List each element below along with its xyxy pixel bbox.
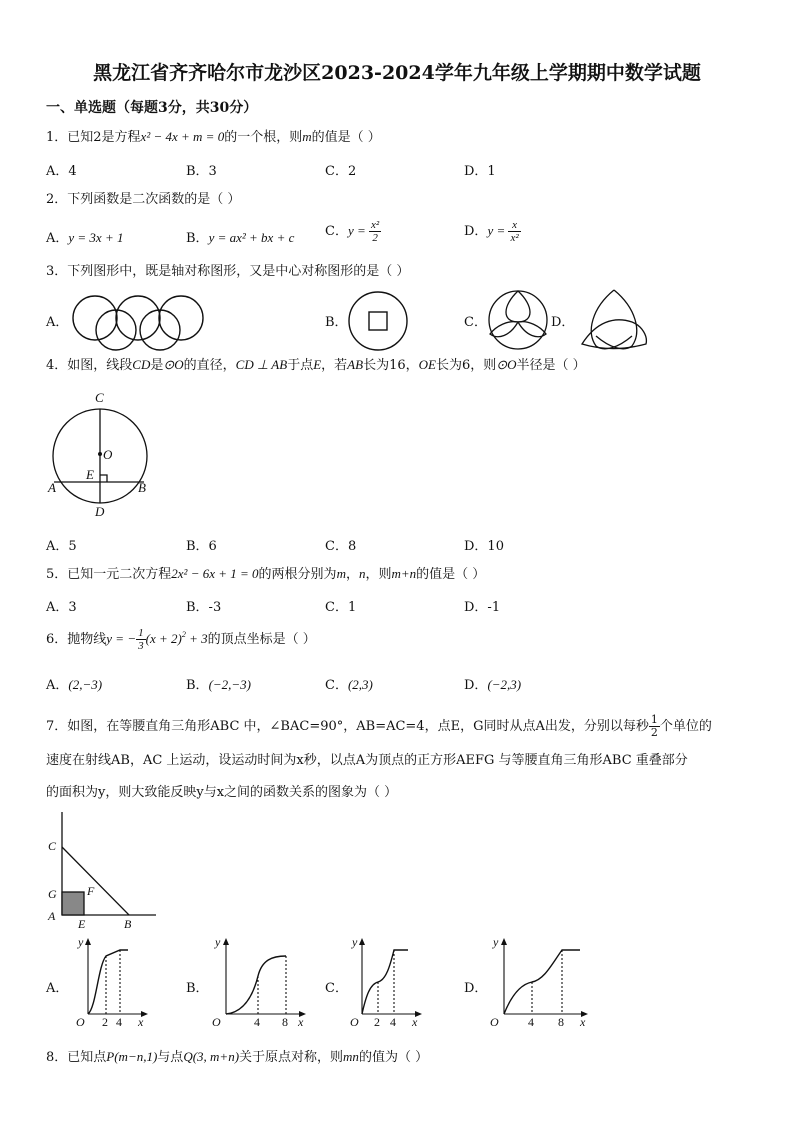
petal-top: [506, 291, 530, 322]
q6-eq-part-b: (x + 2): [145, 631, 182, 646]
q7-numerator: 1: [650, 713, 658, 726]
label-a: A: [48, 480, 56, 495]
q4-option-d[interactable]: D．10: [464, 539, 504, 554]
q7-text-a: 7．如图，在等腰直角三角形ABC 中，∠BAC=90°，AB=AC=4，点E，G同时从点A出发，分别以每秒: [46, 719, 649, 734]
q8-point-p: P(m−n,1): [106, 1049, 158, 1064]
tick-1: 4: [254, 1015, 260, 1028]
q4-option-b[interactable]: B．6: [186, 539, 217, 554]
q2-option-d-fraction: [508, 219, 520, 244]
section-heading: 一、单选题（每题3分，共30分）: [46, 100, 258, 116]
q5-root-m: m: [336, 566, 346, 581]
q4-point-e: E: [313, 357, 322, 372]
q6-option-b[interactable]: [186, 674, 251, 693]
graph-a: [72, 936, 152, 1028]
question-3: 3．下列图形中，既是轴对称图形，又是中心对称图形的是（ ）: [46, 264, 410, 279]
q7-option-c[interactable]: C．: [325, 981, 348, 996]
y-arrow: [501, 938, 507, 945]
question-7-line-3: 的面积为y，则大致能反映y与x之间的函数关系的图象为（ ）: [46, 785, 398, 800]
question-7-line-2: 速度在射线AB，AC 上运动，设运动时间为x秒，以点A为顶点的正方形AEFG 与等腰直角三角形ABC 重叠部分: [46, 753, 688, 768]
origin-label: O: [350, 1015, 359, 1028]
q2-d-numerator: x: [508, 219, 520, 232]
q1-text-c: 的值是（ ）: [311, 130, 381, 145]
q4-text-b: 是: [150, 358, 164, 373]
q4-option-a[interactable]: A．5: [46, 539, 77, 554]
q2-c-denominator: 2: [372, 232, 378, 244]
q7-denominator: 2: [650, 726, 658, 739]
q4-text-f: 长为16，: [363, 358, 419, 373]
q1-option-a[interactable]: A．4: [46, 164, 77, 179]
q6-option-d[interactable]: [464, 674, 521, 693]
q6-option-d-label: D．: [464, 678, 488, 693]
label-o: O: [103, 447, 113, 462]
graph-d: [484, 936, 592, 1028]
graph-b: [206, 936, 310, 1028]
q2-option-a[interactable]: [46, 227, 123, 246]
q2-option-c-expr: y =: [347, 223, 369, 238]
q7-fraction: [649, 714, 660, 739]
q6-eq-part-a: y = −: [106, 631, 137, 646]
q4-segment-ab: AB: [347, 357, 364, 372]
origin-label: O: [76, 1015, 85, 1028]
q8-product: mn: [343, 1049, 359, 1064]
olympic-rings-figure: [68, 288, 208, 352]
question-2: 2．下列函数是二次函数的是（ ）: [46, 192, 241, 207]
q8-text-c: 关于原点对称，则: [239, 1050, 344, 1065]
q3-option-d[interactable]: D．: [551, 315, 575, 330]
tick-2: 8: [558, 1015, 564, 1028]
q5-sum: m+n: [391, 566, 417, 581]
q2-option-c[interactable]: [325, 219, 381, 244]
q1-option-d[interactable]: D．1: [464, 164, 496, 179]
q1-text-a: 1．已知2是方程: [46, 130, 141, 145]
q5-option-c[interactable]: C．1: [325, 600, 357, 615]
q4-segment-oe: OE: [418, 357, 436, 372]
q6-exponent: 2: [181, 630, 186, 639]
q3-option-b[interactable]: B．: [325, 315, 348, 330]
q1-equation: x² − 4x + m = 0: [140, 129, 225, 144]
q2-option-a-expr: y = 3x + 1: [68, 230, 124, 245]
x-label: x: [138, 1015, 144, 1028]
tick-1: 2: [374, 1015, 380, 1028]
q6-eq-part-c: + 3: [185, 631, 208, 646]
q5-separator: ，: [345, 567, 359, 582]
q5-text-b: 的两根分别为: [258, 567, 337, 582]
q3-option-c[interactable]: C．: [464, 315, 487, 330]
q6-option-b-label: B．: [186, 678, 209, 693]
circle-square-figure: [346, 289, 410, 353]
q2-option-b[interactable]: [186, 227, 294, 246]
petal-right: [518, 322, 546, 337]
q4-text-d: 于点: [287, 358, 314, 373]
curve: [362, 950, 408, 1014]
tick-1: 2: [102, 1015, 108, 1028]
q6-denominator: 3: [138, 640, 144, 652]
y-arrow: [223, 938, 229, 945]
tick-2: 4: [116, 1015, 122, 1028]
q4-perpendicular: CD ⊥ AB: [235, 357, 288, 372]
label-e: E: [78, 917, 86, 931]
tick-1: 4: [528, 1015, 534, 1028]
curve: [504, 950, 580, 1014]
q8-text-d: 的值为（ ）: [358, 1050, 429, 1065]
label-c: C: [95, 390, 104, 405]
y-label: y: [352, 936, 358, 949]
q5-option-b[interactable]: B．-3: [186, 600, 222, 615]
curve: [88, 950, 128, 1014]
label-g: G: [48, 887, 57, 901]
circle-diameter-figure: [44, 386, 164, 520]
label-b: B: [124, 917, 132, 931]
q7-option-a[interactable]: A．: [46, 981, 69, 996]
question-1: [46, 128, 381, 147]
q2-option-b-expr: y = ax² + bx + c: [208, 230, 295, 245]
q6-text-a: 6．抛物线: [46, 632, 107, 647]
square-aefg: [62, 892, 84, 915]
q5-text-d: 的值是（ ）: [416, 567, 486, 582]
q4-text-g: 长为6，则: [435, 358, 497, 373]
question-5: [46, 565, 485, 584]
y-arrow: [85, 938, 91, 945]
q8-text-b: 与点: [157, 1050, 184, 1065]
question-4: [46, 356, 586, 375]
q4-circle-o-2: ⊙O: [496, 357, 517, 372]
q6-option-c-label: C．: [325, 678, 348, 693]
question-8: [46, 1048, 428, 1067]
y-label: y: [215, 936, 221, 949]
q2-d-denominator: x²: [510, 232, 519, 244]
q7-option-b[interactable]: B．: [186, 981, 209, 996]
origin-label: O: [212, 1015, 221, 1028]
q2-option-b-label: B．: [186, 231, 209, 246]
label-c: C: [48, 839, 57, 853]
y-label: y: [493, 936, 499, 949]
q1-option-c[interactable]: C．2: [325, 164, 357, 179]
ring-3: [159, 296, 203, 340]
q6-option-c[interactable]: [325, 674, 373, 693]
label-f: F: [87, 884, 95, 898]
q7-option-d[interactable]: D．: [464, 981, 488, 996]
inner-square: [369, 312, 387, 330]
q7-text-b: 个单位的: [659, 719, 712, 734]
q2-option-d[interactable]: [464, 219, 521, 244]
petal-left: [490, 322, 518, 337]
petal-outer-circle: [489, 291, 547, 349]
q4-text-h: 半径是（ ）: [516, 358, 586, 373]
q3-option-a[interactable]: A．: [46, 315, 69, 330]
q1-option-b[interactable]: B．3: [186, 164, 217, 179]
triangle-square-figure: [44, 810, 164, 932]
curve: [226, 956, 286, 1014]
q1-variable: m: [302, 129, 312, 144]
q2-option-d-label: D．: [464, 224, 488, 239]
q6-option-a[interactable]: [46, 674, 102, 693]
origin-label: O: [490, 1015, 499, 1028]
q6-text-b: 的顶点坐标是（ ）: [207, 632, 316, 647]
tick-2: 8: [282, 1015, 288, 1028]
center-point: [98, 452, 102, 456]
q6-numerator: 1: [138, 627, 144, 639]
label-e: E: [86, 467, 94, 482]
x-label: x: [298, 1015, 304, 1028]
question-6: [46, 626, 316, 652]
q4-option-c[interactable]: C．8: [325, 539, 357, 554]
outer-circle: [349, 292, 407, 350]
q8-point-q: Q(3, m+n): [183, 1049, 240, 1064]
q2-c-numerator: x²: [371, 219, 380, 231]
y-label: y: [78, 936, 84, 949]
label-b: B: [138, 480, 146, 495]
q1-text-b: 的一个根，则: [224, 130, 303, 145]
q6-option-b-coord: (−2,−3): [208, 677, 252, 692]
q6-option-a-coord: (2,−3): [68, 677, 103, 692]
label-d: D: [95, 504, 105, 519]
page-title: 黑龙江省齐齐哈尔市龙沙区2023-2024学年九年级上学期期中数学试题: [93, 62, 701, 84]
x-label: x: [412, 1015, 418, 1028]
q5-text-c: ，则: [365, 567, 392, 582]
q6-option-d-coord: (−2,3): [487, 677, 522, 692]
question-7-line-1: [46, 714, 712, 739]
right-angle-mark: [100, 475, 107, 482]
q8-text-a: 8．已知点: [46, 1050, 107, 1065]
ring-1: [73, 296, 117, 340]
q2-option-d-expr: y =: [487, 223, 509, 238]
q4-text-e: ，若: [321, 358, 348, 373]
q4-segment-cd: CD: [132, 357, 151, 372]
q4-text-c: 的直径，: [183, 358, 236, 373]
q2-option-c-label: C．: [325, 224, 348, 239]
q5-option-a[interactable]: A．3: [46, 600, 77, 615]
y-arrow: [359, 938, 365, 945]
x-label: x: [580, 1015, 586, 1028]
q6-option-c-coord: (2,3): [347, 677, 373, 692]
triquetra-arc-1: [591, 290, 632, 349]
q2-option-a-label: A．: [46, 231, 69, 246]
circle-three-petal-figure: [486, 288, 550, 352]
q4-circle-o: ⊙O: [163, 357, 184, 372]
ring-2: [116, 296, 160, 340]
q5-text-a: 5．已知一元二次方程: [46, 567, 172, 582]
q5-equation: 2x² − 6x + 1 = 0: [171, 566, 259, 581]
tick-2: 4: [390, 1015, 396, 1028]
graph-c: [346, 936, 426, 1028]
q5-root-n: n: [358, 566, 366, 581]
triquetra-figure: [574, 286, 654, 354]
label-a: A: [48, 909, 56, 923]
q6-fraction: [136, 627, 146, 652]
q4-text-a: 4．如图，线段: [46, 358, 133, 373]
q5-option-d[interactable]: D．-1: [464, 600, 501, 615]
q6-option-a-label: A．: [46, 678, 69, 693]
q2-option-c-fraction: [369, 219, 381, 244]
